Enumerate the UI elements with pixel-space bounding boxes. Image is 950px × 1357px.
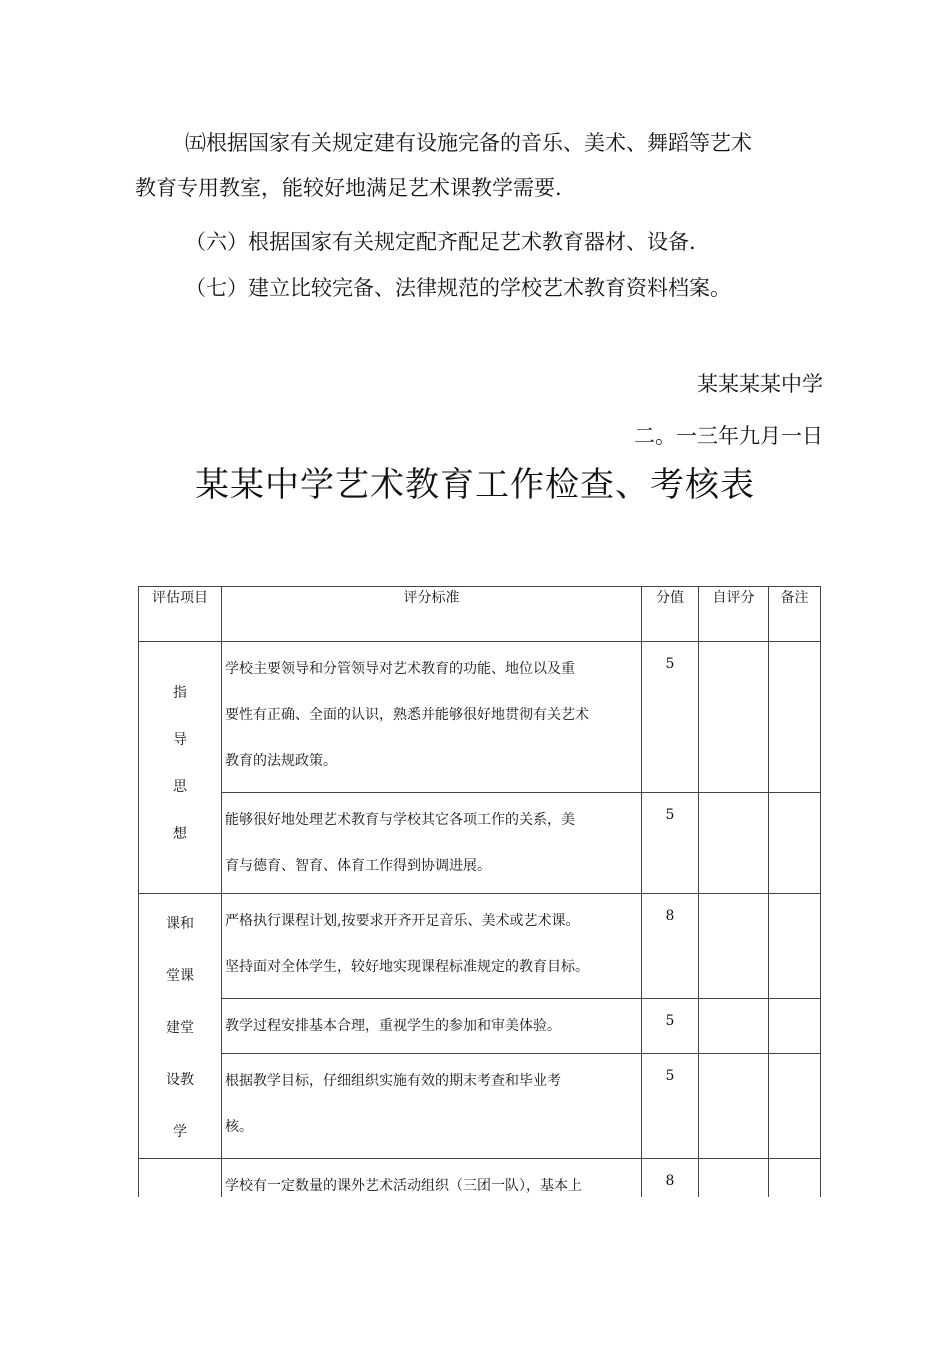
criteria-line: 核。	[225, 1119, 253, 1136]
category-classroom	[139, 894, 222, 1159]
self-score-cell[interactable]	[699, 642, 769, 793]
table-row	[139, 1054, 821, 1159]
score-cell: 8	[642, 1159, 699, 1306]
category-char: 指	[173, 685, 187, 701]
signature-school: 某某某某中学	[697, 372, 823, 396]
paragraph-5-line-1: ㈤根据国家有关规定建有设施完备的音乐、美术、舞蹈等艺术	[185, 131, 752, 155]
category-char: 导	[173, 732, 187, 748]
score-cell: 5	[642, 642, 699, 793]
table-row	[139, 894, 821, 999]
criteria-line: 能够很好地处理艺术教育与学校其它各项工作的关系，美	[225, 812, 575, 828]
header-score: 分值	[642, 587, 699, 642]
remarks-cell[interactable]	[769, 894, 821, 999]
score-cell: 5	[642, 1054, 699, 1159]
criteria-line: 坚持面对全体学生，较好地实现课程标准规定的教育目标。	[225, 959, 589, 975]
remarks-cell[interactable]	[769, 793, 821, 894]
self-score-cell[interactable]	[699, 894, 769, 999]
criteria-line: 学校主要领导和分管领导对艺术教育的功能、地位以及重	[225, 661, 575, 677]
criteria-line: 严格执行课程计划,按要求开齐开足音乐、美术或艺术课。	[225, 913, 580, 929]
header-remarks: 备注	[769, 587, 821, 642]
page-bottom-mask	[130, 1197, 830, 1357]
criteria-line: 育与德育、智育、体育工作得到协调进展。	[225, 858, 491, 874]
table-row	[139, 642, 821, 793]
criteria-cell	[222, 1054, 642, 1159]
self-score-cell[interactable]	[699, 1054, 769, 1159]
paragraph-7: （七）建立比较完备、法律规范的学校艺术教育资料档案。	[185, 276, 731, 300]
self-score-cell[interactable]	[699, 793, 769, 894]
table-row	[139, 998, 821, 1053]
criteria-line: 要性有正确、全面的认识，熟悉并能够很好地贯彻有关艺术	[225, 707, 589, 723]
score-cell: 8	[642, 894, 699, 999]
header-criteria: 评分标准	[222, 587, 642, 642]
criteria-line: 教育的法规政策。	[225, 753, 337, 769]
table-row	[139, 793, 821, 894]
self-score-cell[interactable]	[699, 998, 769, 1053]
paragraph-5-line-2: 教育专用教室，能较好地满足艺术课教学需要.	[135, 176, 562, 200]
paragraph-6: （六）根据国家有关规定配齐配足艺术教育器材、设备.	[185, 230, 696, 254]
signature-date: 二。一三年九月一日	[634, 424, 823, 448]
criteria-cell	[222, 894, 642, 999]
header-item: 评估项目	[139, 587, 222, 642]
category-char: 想	[173, 826, 187, 842]
header-self-score: 自评分	[699, 587, 769, 642]
criteria-line: 根据教学目标，仔细组织实施有效的期末考查和毕业考	[225, 1073, 561, 1090]
category-char: 建堂	[166, 1020, 194, 1036]
category-char: 学	[173, 1124, 187, 1140]
criteria-line: 教学过程安排基本合理，重视学生的参加和审美体验。	[225, 1017, 561, 1034]
table-header-row	[139, 587, 821, 642]
criteria-cell	[222, 793, 642, 894]
remarks-cell[interactable]	[769, 998, 821, 1053]
category-char: 设教	[166, 1072, 194, 1088]
criteria-cell	[222, 998, 642, 1053]
category-char: 思	[173, 779, 187, 795]
remarks-cell[interactable]	[769, 1054, 821, 1159]
criteria-line: 学校有一定数量的课外艺术活动组织（三团一队），基本上	[225, 1178, 582, 1194]
criteria-cell	[222, 642, 642, 793]
score-cell: 5	[642, 998, 699, 1053]
remarks-cell[interactable]	[769, 642, 821, 793]
category-char: 课和	[166, 916, 194, 932]
score-cell: 5	[642, 793, 699, 894]
category-guiding-thought	[139, 642, 222, 894]
form-title: 某某中学艺术教育工作检查、考核表	[195, 465, 755, 505]
category-char: 堂课	[166, 968, 194, 984]
